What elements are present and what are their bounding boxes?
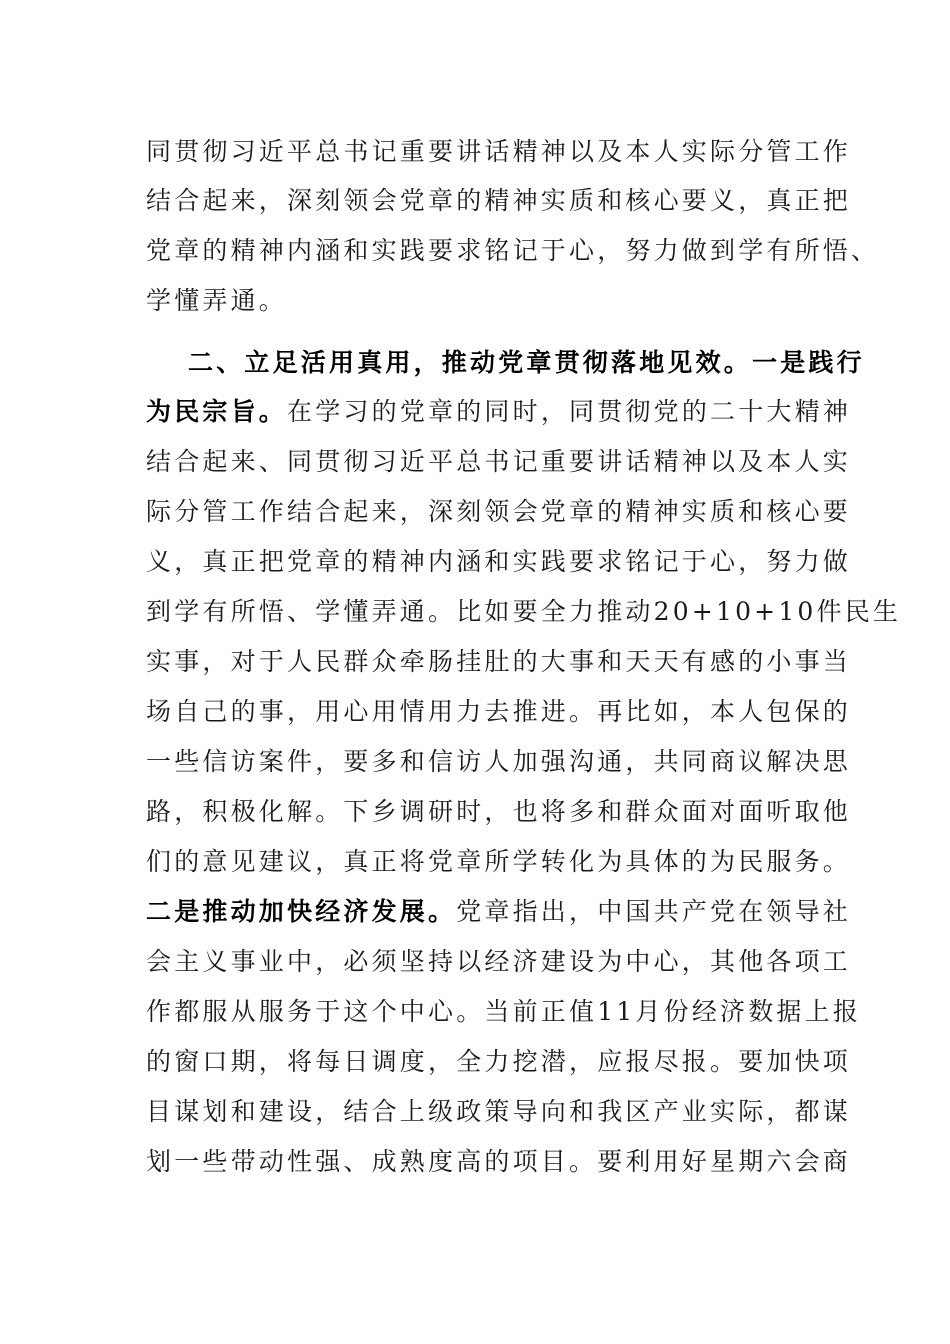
text-line: 目谋划和建设，结合上级政策导向和我区产业实际，都谋 (146, 1097, 852, 1126)
text-line: 实事，对于人民群众牵肠挂肚的大事和天天有感的小事当 (146, 647, 852, 676)
text-line: 划一些带动性强、成熟度高的项目。要利用好星期六会商 (146, 1147, 852, 1176)
text-run: 党章指出，中国共产党在领导社 (456, 897, 852, 926)
text-line: 学懂弄通。 (146, 286, 288, 315)
text-run: 在学习的党章的同时，同贯彻党的二十大精神 (287, 397, 852, 426)
bold-subheading: 二是推动加快经济发展。 (146, 897, 457, 926)
bold-heading: 二、立足活用真用，推动党章贯彻落地见效。一是践行 (188, 348, 865, 377)
text-line: 作都服从服务于这个中心。当前正值11月份经济数据上报 (146, 997, 862, 1026)
text-line: 场自己的事，用心用情用力去推进。再比如，本人包保的 (146, 697, 852, 726)
text-line: 路，积极化解。下乡调研时，也将多和群众面对面听取他 (146, 797, 852, 826)
text-line: 结合起来、同贯彻习近平总书记重要讲话精神以及本人实 (146, 447, 852, 476)
text-line: 到学有所悟、学懂弄通。比如要全力推动20+10+10件民生 (146, 597, 902, 626)
text-line: 党章的精神内涵和实践要求铭记于心，努力做到学有所悟、 (146, 236, 880, 265)
section-heading-line (188, 343, 865, 383)
text-line: 的窗口期，将每日调度，全力挖潜，应报尽报。要加快项 (146, 1047, 852, 1076)
text-line: 一些信访案件，要多和信访人加强沟通，共同商议解决思 (146, 747, 852, 776)
text-line: 结合起来，深刻领会党章的精神实质和核心要义，真正把 (146, 186, 852, 215)
text-line (146, 892, 852, 932)
text-line (146, 392, 852, 432)
text-line: 们的意见建议，真正将党章所学转化为具体的为民服务。 (146, 847, 852, 876)
text-line: 同贯彻习近平总书记重要讲话精神以及本人实际分管工作 (146, 137, 852, 166)
text-line: 会主义事业中，必须坚持以经济建设为中心，其他各项工 (146, 947, 852, 976)
bold-subheading: 为民宗旨。 (146, 397, 288, 426)
text-line: 际分管工作结合起来，深刻领会党章的精神实质和核心要 (146, 497, 852, 526)
text-line: 义，真正把党章的精神内涵和实践要求铭记于心，努力做 (146, 547, 852, 576)
